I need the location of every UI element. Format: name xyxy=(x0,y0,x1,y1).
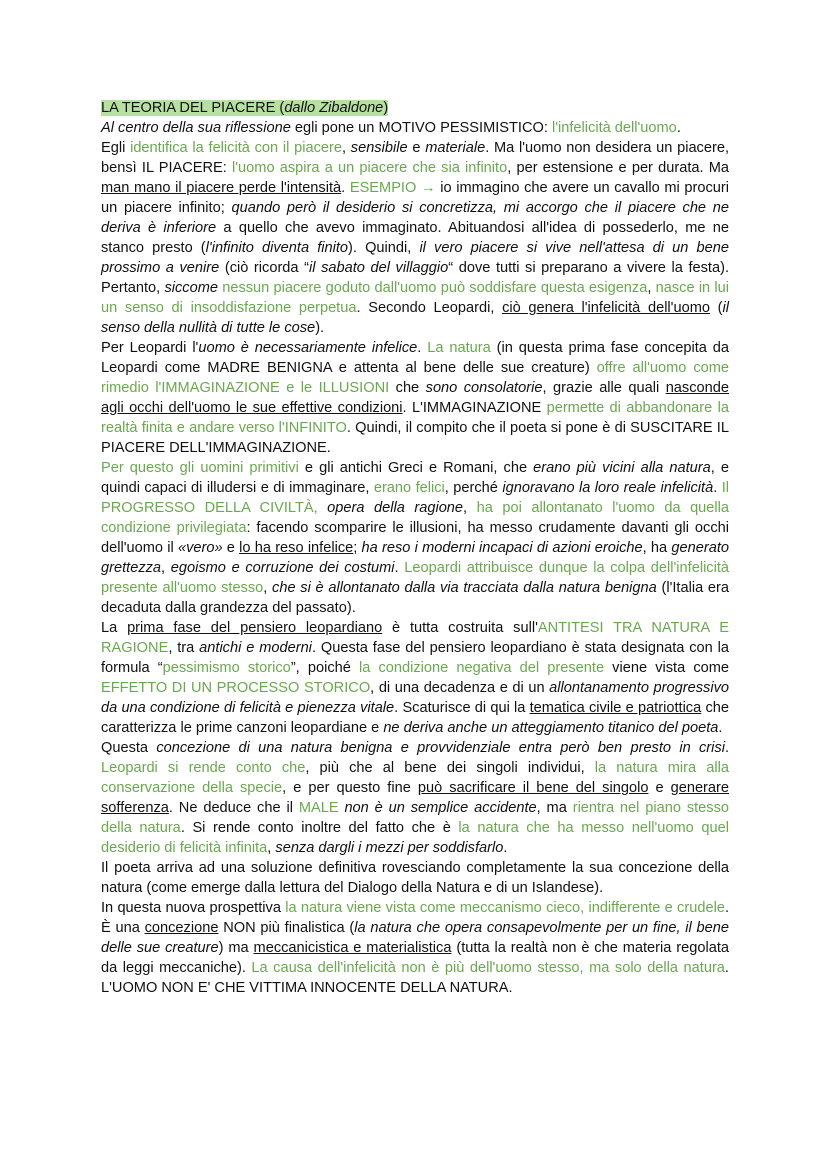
text-run: il senso della nullità di tutte le cose xyxy=(101,300,730,336)
text-run: materiale xyxy=(425,140,486,156)
text-run: quando però il desiderio si concretizza, mi accorgo che il piacere che ne deriva è inferiore xyxy=(101,200,729,236)
text-run: Per questo gli uomini primitivi xyxy=(101,460,299,476)
text-run: . Ne deduce che il xyxy=(168,800,299,816)
text-run: senza dargli i mezzi per soddisfarlo xyxy=(275,840,504,856)
text-run: . xyxy=(341,180,350,196)
text-run: . xyxy=(713,480,722,496)
text-run: ignoravano la loro reale infelicità xyxy=(502,480,714,496)
text-run: viene vista come xyxy=(604,660,730,676)
text-run: . xyxy=(394,560,405,576)
text-run: Il PROGRESSO DELLA CIVILTÀ, xyxy=(101,480,729,516)
text-run: , e per questo fine xyxy=(282,780,418,796)
text-run: antichi e moderni xyxy=(199,640,312,656)
text-run: meccanicistica e materialistica xyxy=(253,940,452,956)
text-run: egoismo e corruzione dei costumi xyxy=(170,560,395,576)
text-run: rientra nel piano stesso della natura xyxy=(101,800,730,836)
text-run: . xyxy=(718,720,723,736)
text-run: e xyxy=(407,140,426,156)
text-run: la natura viene vista come meccanismo cieco, indifferente e crudele xyxy=(285,900,725,916)
text-run: . L'UOMO NON E' CHE VITTIMA INNOCENTE DELLA NATURA. xyxy=(101,960,729,996)
text-run: , e quindi capaci di illudersi e di immaginare, xyxy=(101,460,729,496)
text-run: lo ha reso infelice xyxy=(239,540,354,556)
text-run: Leopardi attribuisce dunque la colpa dell'infelicità presente all'uomo stesso xyxy=(101,560,730,596)
document-page xyxy=(101,98,729,998)
text-run: concezione xyxy=(144,920,219,936)
text-run: ( xyxy=(709,300,723,316)
title-line xyxy=(101,98,729,118)
text-run: La natura xyxy=(427,340,491,356)
text-run: uomo è necessariamente infelice xyxy=(198,340,418,356)
text-run: erano felici xyxy=(373,480,445,496)
text-run: : facendo scomparire le illusioni, ha messo crudamente davanti gli occhi dell'uomo il xyxy=(101,520,729,556)
text-run: e xyxy=(222,540,240,556)
text-run: man mano il piacere perde l'intensità xyxy=(101,180,342,196)
text-run: . È una xyxy=(101,900,729,936)
text-run: la natura che ha messo nell'uomo quel desiderio di felicità infinita xyxy=(101,820,729,856)
text-run: a quello che avevo immaginato. Abituandosi all'idea di possederlo, me ne stanco presto ( xyxy=(101,220,729,256)
text-run: , xyxy=(267,840,276,856)
text-run: , xyxy=(263,580,273,596)
text-run: , tra xyxy=(168,640,200,656)
text-run: (tutta la realtà non è che materia regolata da leggi meccaniche). xyxy=(101,940,729,976)
text-run: , perché xyxy=(444,480,503,496)
text-run: erano più vicini alla natura xyxy=(533,460,711,476)
text-run: permette di abbandonare la realtà finita e andare verso l'INFINITO xyxy=(101,400,729,436)
text-run: identifica la felicità con il piacere xyxy=(130,140,342,156)
text-run: Questa xyxy=(101,740,157,756)
text-run: , ma xyxy=(536,800,573,816)
text-run: tematica civile e patriottica xyxy=(529,700,702,716)
text-run: nasconde agli occhi dell'uomo le sue effettive condizioni xyxy=(101,380,729,416)
text-run: , di una decadenza e di un xyxy=(370,680,550,696)
text-run: (in questa prima fase concepita da Leopardi come MADRE BENIGNA e attenta al bene delle sue creature) xyxy=(101,340,730,376)
text-run: concezione di una natura benigna e provvidenziale entra però ben presto in crisi xyxy=(156,740,725,756)
text-run: Il poeta arriva ad una soluzione definitiva rovesciando completamente la sua concezione della natura (come emerge dalla lettura del Dialogo della Natura e di un Islandese). xyxy=(101,860,729,896)
text-run: ANTITESI TRA NATURA E RAGIONE xyxy=(101,620,729,656)
text-run: . xyxy=(503,840,508,856)
text-run: non è un semplice accidente xyxy=(344,800,537,816)
text-run: , ha xyxy=(642,540,672,556)
text-run: può sacrificare il bene del singolo xyxy=(417,780,649,796)
text-run: . Ma l'uomo non desidera un piacere, bensì IL PIACERE: xyxy=(101,140,730,176)
text-run: , più che al bene dei singoli individui, xyxy=(305,760,595,776)
text-run: «vero» xyxy=(177,540,223,556)
text-run: , grazie alle quali xyxy=(542,380,666,396)
paragraph xyxy=(101,458,729,618)
text-run: nessun piacere goduto dall'uomo può soddisfare questa esigenza xyxy=(222,280,648,296)
text-run: siccome xyxy=(164,280,218,296)
text-run: (l'Italia era decaduta dalla grandezza del passato). xyxy=(101,580,729,616)
text-run: ”, poiché xyxy=(290,660,359,676)
text-run: generare sofferenza xyxy=(101,780,730,816)
title-highlight xyxy=(101,100,388,116)
title-close: ) xyxy=(383,100,389,116)
paragraph xyxy=(101,898,729,998)
text-run: ciò genera l'infelicità dell'uomo xyxy=(502,300,710,316)
paragraph xyxy=(101,858,729,898)
text-run: che xyxy=(389,380,426,396)
text-run: che si è allontanato dalla via tracciata dalla natura benigna xyxy=(272,580,657,596)
title-main: LA TEORIA DEL PIACERE ( xyxy=(101,100,285,116)
paragraph xyxy=(101,338,729,458)
text-run: sono consolatorie xyxy=(425,380,543,396)
text-run: (ciò ricorda “ xyxy=(219,260,309,276)
text-run: opera della ragione xyxy=(327,500,464,516)
paragraph xyxy=(101,138,729,338)
text-run: , per estensione e per durata. Ma xyxy=(507,160,730,176)
text-run: La causa dell'infelicità non è più dell'uomo stesso, ma solo della natura xyxy=(251,960,725,976)
text-run: che caratterizza le prime canzoni leopardiane e xyxy=(101,700,729,736)
text-run: Leopardi si rende conto che xyxy=(101,760,306,776)
text-run: . L'IMMAGINAZIONE xyxy=(402,400,547,416)
text-run: , xyxy=(647,280,656,296)
text-run: la condizione negativa del presente xyxy=(358,660,605,676)
text-run: Egli xyxy=(101,140,131,156)
text-run: , xyxy=(341,140,351,156)
text-run: “ dove tutti si preparano a vivere la festa). Pertanto, xyxy=(101,260,730,296)
text-run: ; xyxy=(353,540,362,556)
text-run: ). Quindi, xyxy=(348,240,420,256)
text-run: . Scaturisce di qui la xyxy=(394,700,530,716)
text-run: MALE xyxy=(298,800,339,816)
text-run: , xyxy=(463,500,477,516)
text-run: . Si rende conto inoltre del fatto che è xyxy=(180,820,459,836)
text-run: ) ma xyxy=(218,940,254,956)
text-run: l'infinito diventa finito xyxy=(205,240,349,256)
paragraph xyxy=(101,618,729,738)
paragraph xyxy=(101,738,729,858)
text-run: prima fase del pensiero leopardiano xyxy=(127,620,383,636)
text-run: Al centro della sua riflessione xyxy=(101,120,291,136)
text-run: ne deriva anche un atteggiamento titanico del poeta xyxy=(383,720,719,736)
text-run: Per Leopardi l' xyxy=(101,340,199,356)
text-run: . Secondo Leopardi, xyxy=(356,300,503,316)
text-run: l'infelicità dell'uomo xyxy=(551,120,677,136)
text-run: la natura mira alla conservazione della specie xyxy=(101,760,729,796)
text-run: egli pone un MOTIVO PESSIMISTICO: xyxy=(290,120,552,136)
text-run: . Questa fase del pensiero leopardiano è stata designata con la formula “ xyxy=(101,640,730,676)
text-run: EFFETTO DI UN PROCESSO STORICO xyxy=(101,680,371,696)
text-run: ha poi allontanato l'uomo da quella condizione privilegiata xyxy=(101,500,730,536)
paragraph xyxy=(101,118,729,138)
text-run: è tutta costruita sull' xyxy=(382,620,538,636)
text-run: . xyxy=(417,340,428,356)
text-run: generato grettezza xyxy=(101,540,729,576)
text-run: e gli antichi Greci e Romani, che xyxy=(298,460,534,476)
text-run: offre all'uomo come rimedio l'IMMAGINAZIONE e le ILLUSIONI xyxy=(101,360,729,396)
text-run: NON più finalistica ( xyxy=(218,920,355,936)
text-run: sensibile xyxy=(350,140,408,156)
text-run: , xyxy=(161,560,171,576)
text-run xyxy=(318,500,328,516)
text-run: nasce in lui un senso di insoddisfazione perpetua xyxy=(101,280,730,316)
text-run: ). xyxy=(315,320,325,336)
text-run: . Quindi, il compito che il poeta si pone è di SUSCITARE IL PIACERE DELL'IMMAGINAZIONE. xyxy=(101,420,729,456)
text-run: ESEMPIO → xyxy=(349,180,436,196)
text-run: . xyxy=(724,740,729,756)
text-run: allontanamento progressivo da una condizione di felicità e pienezza vitale xyxy=(101,680,729,716)
text-run: il vero piacere si vive nell'attesa di un bene prossimo a venire xyxy=(101,240,729,276)
text-run: la natura che opera consapevolmente per un fine, il bene delle sue creature xyxy=(101,920,729,956)
text-run: pessimismo storico xyxy=(162,660,291,676)
text-run: il sabato del villaggio xyxy=(309,260,449,276)
text-run: io immagino che avere un cavallo mi procuri un piacere infinito; xyxy=(101,180,729,216)
text-run: ha reso i moderni incapaci di azioni eroiche xyxy=(361,540,643,556)
title-italic: dallo Zibaldone xyxy=(284,100,384,116)
paragraphs xyxy=(101,118,729,998)
text-run: e xyxy=(648,780,671,796)
text-run: . xyxy=(676,120,681,136)
text-run: In questa nuova prospettiva xyxy=(101,900,286,916)
text-run: La xyxy=(101,620,128,636)
text-run: l'uomo aspira a un piacere che sia infinito xyxy=(232,160,508,176)
